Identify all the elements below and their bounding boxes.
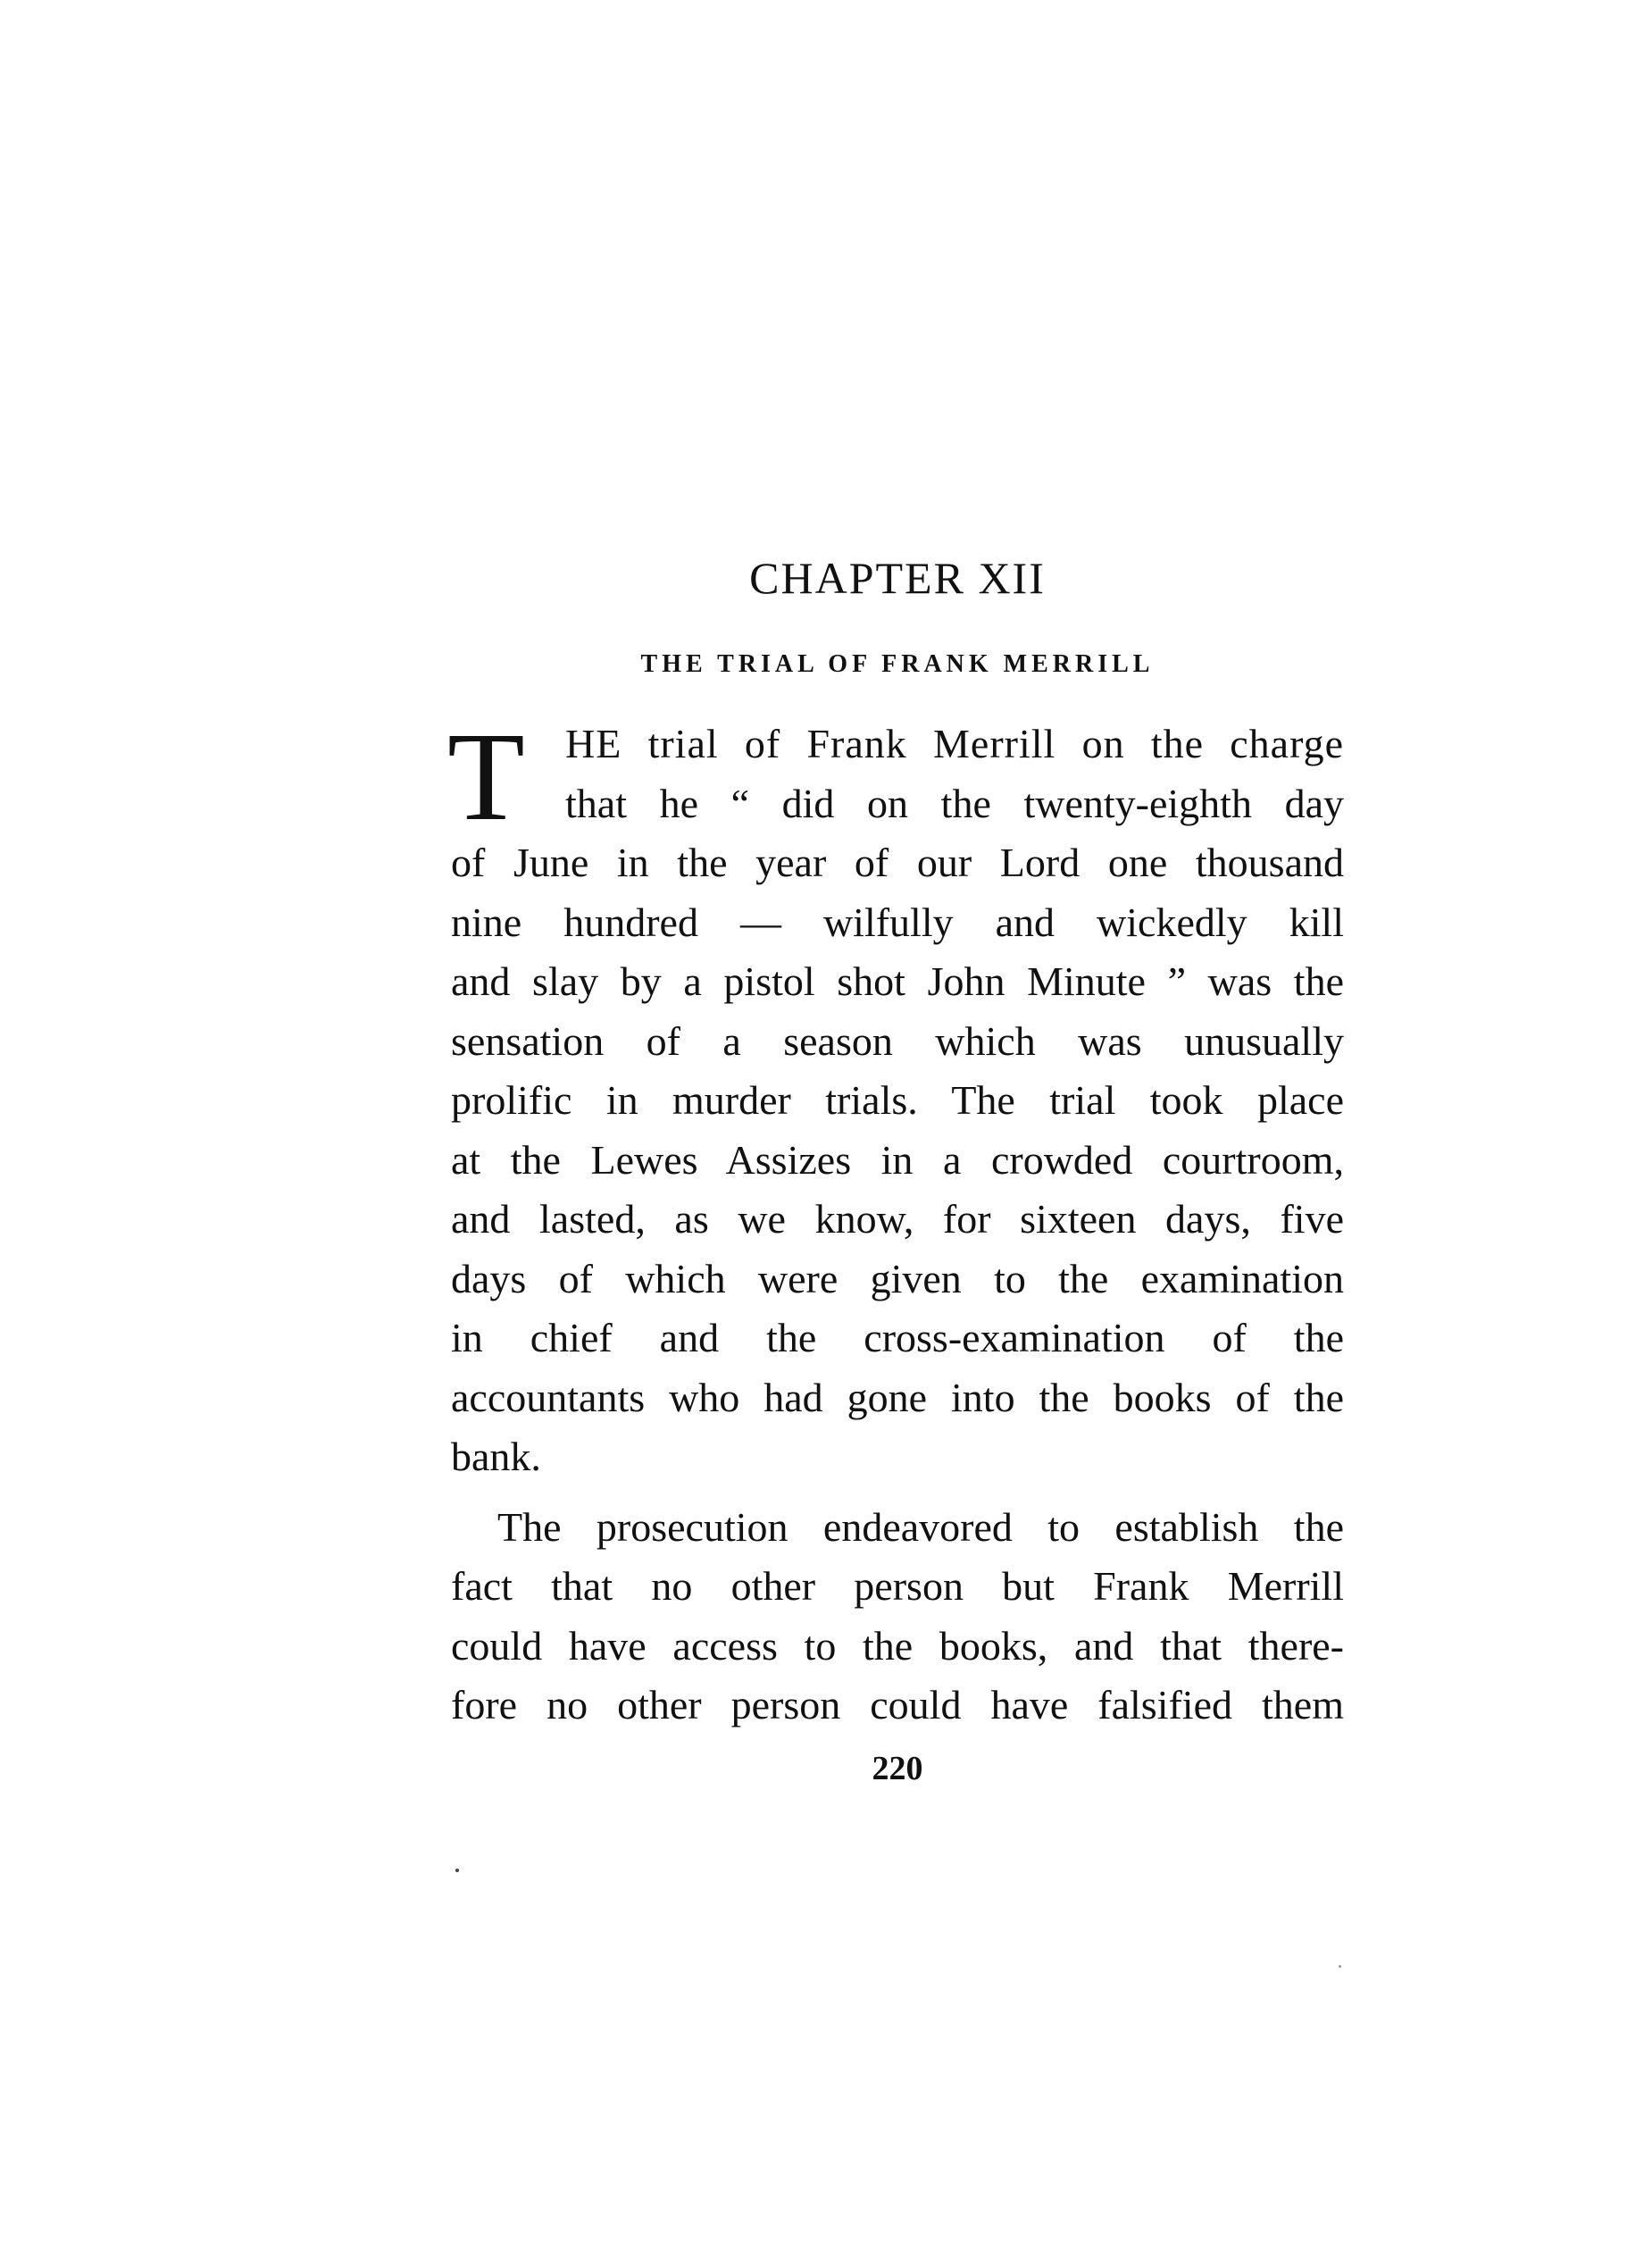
paragraph-2 xyxy=(451,1498,1344,1736)
scan-speck xyxy=(455,1869,459,1872)
text-line: in chief and the cross-examination of the xyxy=(451,1315,1344,1360)
text-line: fact that no other person but Frank Merrill xyxy=(451,1563,1344,1609)
chapter-subtitle: THE TRIAL OF FRANK MERRILL xyxy=(640,650,1155,678)
text-line: nine hundred — wilfully and wickedly kill xyxy=(451,899,1344,945)
text-line: of June in the year of our Lord one thousand xyxy=(451,840,1344,885)
text-line: HE trial of Frank Merrill on the charge xyxy=(565,721,1344,766)
text-line: at the Lewes Assizes in a crowded courtroom, xyxy=(451,1136,1344,1183)
text-line: prolific in murder trials. The trial took place xyxy=(451,1077,1344,1123)
drop-cap: T xyxy=(447,706,525,847)
text-line: and slay by a pistol shot John Minute ” was the xyxy=(451,958,1344,1004)
text-line: fore no other person could have falsified them xyxy=(451,1682,1344,1727)
text-line: could have access to the books, and that there- xyxy=(451,1622,1344,1669)
text-line: and lasted, as we know, for sixteen days, five xyxy=(451,1196,1344,1242)
scan-speck xyxy=(1339,1965,1341,1968)
text-line: The prosecution endeavored to establish the xyxy=(497,1503,1344,1550)
chapter-body xyxy=(447,706,1344,1736)
text-line: days of which were given to the examination xyxy=(451,1255,1344,1301)
chapter-title: CHAPTER XII xyxy=(749,553,1046,603)
page-number: 220 xyxy=(872,1750,923,1787)
paragraph-1 xyxy=(447,706,1344,1487)
text-line: sensation of a season which was unusually xyxy=(451,1017,1344,1064)
text-line: bank. xyxy=(451,1434,541,1479)
text-line: that he “ did on the twenty-eighth day xyxy=(565,780,1344,826)
text-line: accountants who had gone into the books of the xyxy=(451,1374,1344,1420)
